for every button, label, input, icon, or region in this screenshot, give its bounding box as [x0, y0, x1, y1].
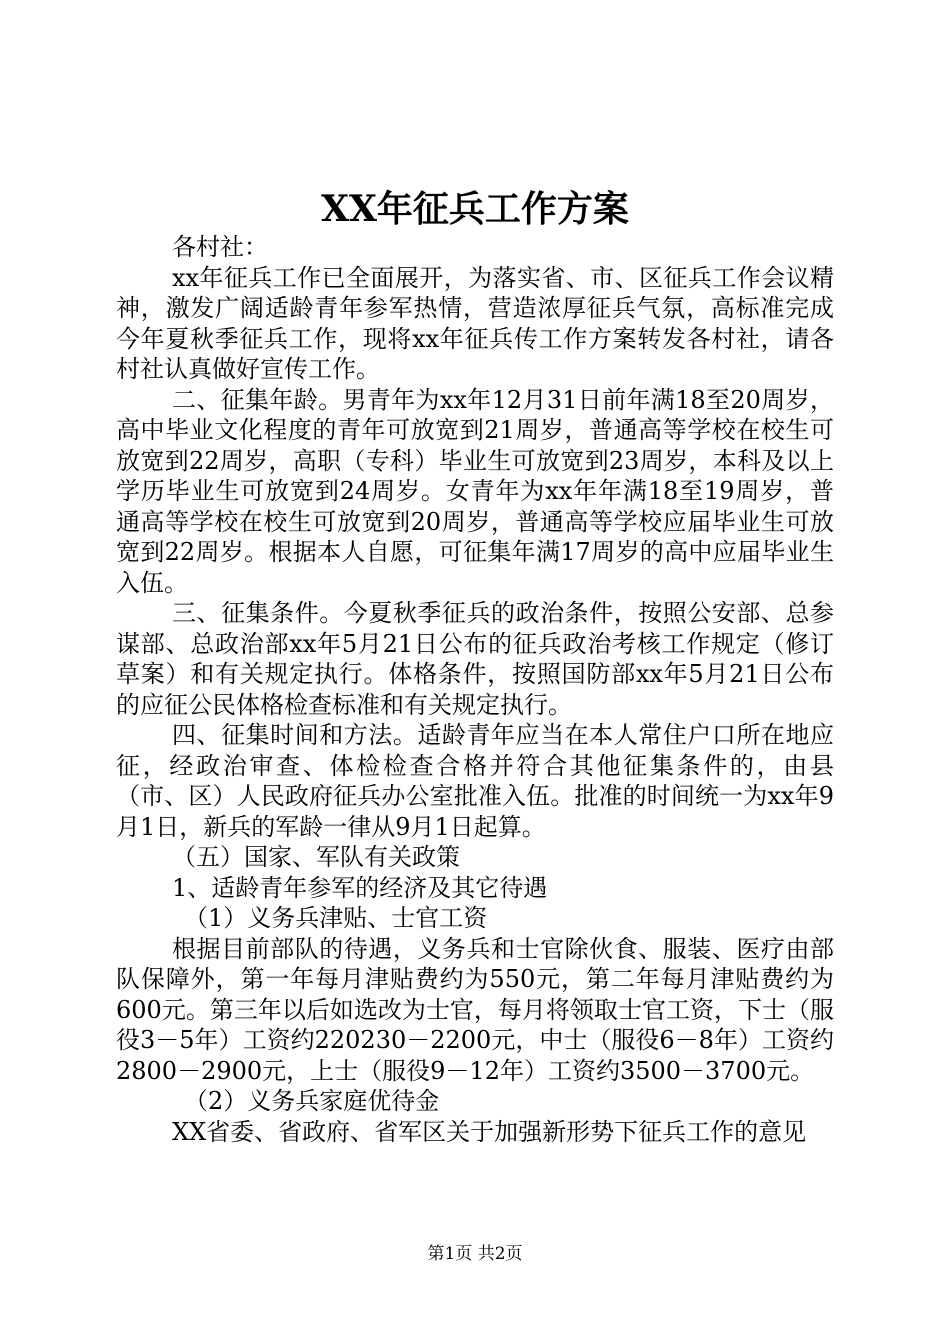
section-heading-policy: （五）国家、军队有关政策 — [172, 843, 460, 871]
paragraph-allowance: 根据目前部队的待遇，义务兵和士官除伙食、服装、医疗由部队保障外，第一年每月津贴费约为550元，第二年每月津贴费约为600元。第三年以后如选改为士官，每月将领取士官工资，下士（服役3－5年）工资约220230－2200元，中士（服役6－8年）工资约2800－2900元，上士（服役9－12年）工资约3500－3700元。 — [116, 934, 834, 1085]
salutation: 各村社： — [172, 233, 268, 261]
paragraph-family: XX省委、省政府、省军区关于加强新形势下征兵工作的意见 — [172, 1117, 807, 1146]
item-heading-family: （2）义务兵家庭优待金 — [184, 1087, 440, 1115]
item-heading-allowance: （1）义务兵津贴、士官工资 — [184, 904, 488, 932]
document-body — [116, 232, 834, 1147]
paragraph-intro: xx年征兵工作已全面展开，为落实省、市、区征兵工作会议精神，激发广阔适龄青年参军热情，营造浓厚征兵气氛，高标准完成今年夏秋季征兵工作，现将xx年征兵传工作方案转发各村社，请各村社认真做好宣传工作。 — [116, 263, 834, 383]
subsection-heading-benefits: 1、适龄青年参军的经济及其它待遇 — [172, 873, 548, 902]
paragraph-time-method: 四、征集时间和方法。适龄青年应当在本人常住户口所在地应征，经政治审查、体检检查合格并符合其他征集条件的，由县（市、区）人民政府征兵办公室批准入伍。批准的时间统一为xx年9月1日，新兵的军龄一律从9月1日起算。 — [116, 721, 834, 841]
paragraph-conditions: 三、征集条件。今夏秋季征兵的政治条件，按照公安部、总参谋部、总政治部xx年5月21日公布的征兵政治考核工作规定（修订草案）和有关规定执行。体格条件，按照国防部xx年5月21日公布的应征公民体格检查标准和有关规定执行。 — [116, 599, 834, 719]
paragraph-age: 二、征集年龄。男青年为xx年12月31日前年满18至20周岁，高中毕业文化程度的青年可放宽到21周岁，普通高等学校在校生可放宽到22周岁，高职（专科）毕业生可放宽到23周岁，本科及以上学历毕业生可放宽到24周岁。女青年为xx年年满18至19周岁，普通高等学校在校生可放宽到20周岁，普通高等学校应届毕业生可放宽到22周岁。根据本人自愿，可征集年满17周岁的高中应届毕业生入伍。 — [116, 385, 834, 597]
page-footer: 第1页 共2页 — [427, 1244, 523, 1264]
document-title: XX年征兵工作方案 — [321, 188, 629, 230]
